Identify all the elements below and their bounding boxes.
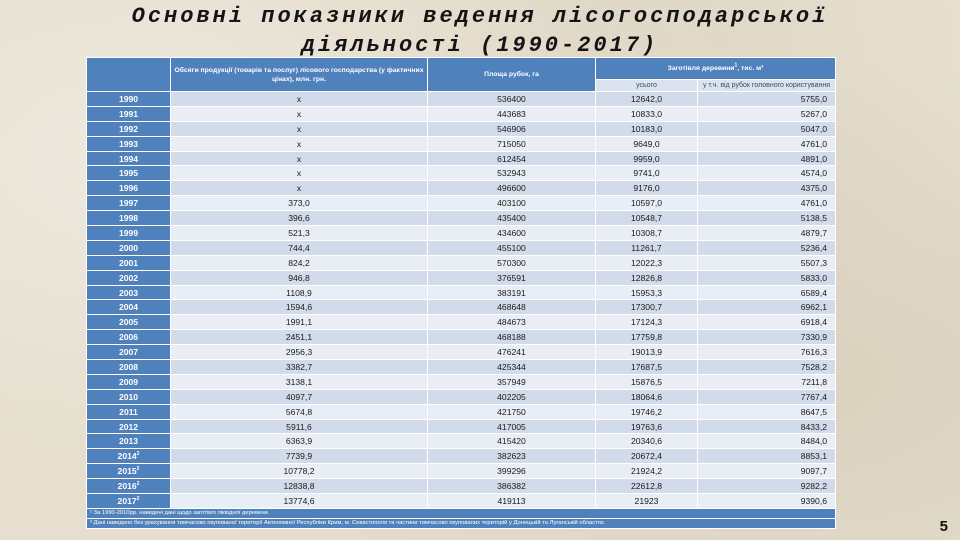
- harvest-main-cell: 5833,0: [698, 270, 836, 285]
- harvest-total-cell: 10833,0: [596, 106, 698, 121]
- harvest-main-cell: 9282,2: [698, 479, 836, 494]
- cutting-area-cell: 415420: [428, 434, 596, 449]
- header-cutting-area: Площа рубок, га: [428, 58, 596, 92]
- harvest-main-cell: 7330,9: [698, 330, 836, 345]
- harvest-main-cell: 8853,1: [698, 449, 836, 464]
- year-label: 2000: [118, 242, 139, 253]
- year-label: 2005: [118, 317, 139, 328]
- table-row: [87, 92, 836, 107]
- output-cell: 744,4: [171, 240, 428, 255]
- harvest-main-cell: 4761,0: [698, 136, 836, 151]
- cutting-area-cell: 455100: [428, 240, 596, 255]
- harvest-total-cell: 19013,9: [596, 345, 698, 360]
- year-cell: [87, 449, 171, 464]
- year-label: 2002: [118, 272, 139, 283]
- table-row: [87, 419, 836, 434]
- year-cell: [87, 270, 171, 285]
- year-cell: [87, 345, 171, 360]
- year-label: 2012: [118, 421, 139, 432]
- year-cell: [87, 330, 171, 345]
- table-row: [87, 404, 836, 419]
- harvest-main-cell: 5267,0: [698, 106, 836, 121]
- harvest-main-cell: 9390,6: [698, 494, 836, 509]
- output-cell: 3138,1: [171, 374, 428, 389]
- forestry-indicators-table-container: [86, 57, 835, 529]
- harvest-main-cell: 4891,0: [698, 151, 836, 166]
- year-footnote-mark: 2: [136, 466, 140, 473]
- cutting-area-cell: 421750: [428, 404, 596, 419]
- cutting-area-cell: 715050: [428, 136, 596, 151]
- cutting-area-cell: 357949: [428, 374, 596, 389]
- harvest-total-cell: 19763,6: [596, 419, 698, 434]
- output-cell: 5674,8: [171, 404, 428, 419]
- output-cell: 824,2: [171, 255, 428, 270]
- year-label: 2016: [117, 481, 137, 492]
- table-row: [87, 285, 836, 300]
- header-timber-harvest-unit: , тис. м³: [737, 65, 764, 72]
- output-cell: 373,0: [171, 196, 428, 211]
- output-cell: x: [171, 166, 428, 181]
- year-cell: [87, 374, 171, 389]
- cutting-area-cell: 435400: [428, 211, 596, 226]
- harvest-total-cell: 20340,6: [596, 434, 698, 449]
- year-cell: [87, 434, 171, 449]
- year-cell: [87, 166, 171, 181]
- harvest-total-cell: 21924,2: [596, 464, 698, 479]
- table-row: [87, 196, 836, 211]
- harvest-total-cell: 17687,5: [596, 360, 698, 375]
- harvest-main-cell: 7211,8: [698, 374, 836, 389]
- header-output: Обсяги продукції (товарів та послуг) лісового господарства (у фактичних цінах), млн. грн.: [171, 58, 428, 92]
- year-label: 2006: [118, 332, 139, 343]
- output-cell: 396,6: [171, 211, 428, 226]
- year-cell: [87, 404, 171, 419]
- year-cell: [87, 389, 171, 404]
- forestry-indicators-table: [86, 57, 836, 529]
- cutting-area-cell: 403100: [428, 196, 596, 211]
- table-row: [87, 374, 836, 389]
- harvest-total-cell: 17300,7: [596, 300, 698, 315]
- table-row: [87, 315, 836, 330]
- harvest-main-cell: 4574,0: [698, 166, 836, 181]
- year-cell: [87, 494, 171, 509]
- table-row: [87, 479, 836, 494]
- harvest-main-cell: 7528,2: [698, 360, 836, 375]
- table-row: [87, 151, 836, 166]
- year-cell: [87, 360, 171, 375]
- harvest-total-cell: 12642,0: [596, 92, 698, 107]
- year-cell: [87, 106, 171, 121]
- page-number: 5: [939, 518, 948, 535]
- year-label: 1994: [118, 153, 139, 164]
- table-body: [87, 92, 836, 529]
- footnote-row: [87, 518, 836, 528]
- harvest-total-cell: 10548,7: [596, 211, 698, 226]
- cutting-area-cell: 419113: [428, 494, 596, 509]
- year-cell: [87, 464, 171, 479]
- table-row: [87, 389, 836, 404]
- harvest-total-cell: 10308,7: [596, 226, 698, 241]
- header-year-corner: [87, 58, 171, 92]
- output-cell: 3382,7: [171, 360, 428, 375]
- harvest-total-cell: 15876,5: [596, 374, 698, 389]
- title-line-1: Основні показники ведення лісогосподарської: [131, 4, 829, 29]
- cutting-area-cell: 496600: [428, 181, 596, 196]
- harvest-total-cell: 15953,3: [596, 285, 698, 300]
- header-timber-harvest-sup: 1: [734, 62, 738, 69]
- year-cell: [87, 240, 171, 255]
- cutting-area-cell: 399296: [428, 464, 596, 479]
- output-cell: x: [171, 121, 428, 136]
- header-main-use: у т.ч. від рубок головного користування: [698, 80, 836, 92]
- harvest-main-cell: 5755,0: [698, 92, 836, 107]
- output-cell: x: [171, 106, 428, 121]
- year-label: 2010: [118, 391, 139, 402]
- harvest-main-cell: 7767,4: [698, 389, 836, 404]
- year-label: 2017: [117, 495, 137, 506]
- table-row: [87, 464, 836, 479]
- output-cell: 13774,6: [171, 494, 428, 509]
- year-label: 2009: [118, 376, 139, 387]
- output-cell: 10778,2: [171, 464, 428, 479]
- harvest-main-cell: 4375,0: [698, 181, 836, 196]
- output-cell: x: [171, 151, 428, 166]
- year-cell: [87, 196, 171, 211]
- year-footnote-mark: 2: [136, 496, 140, 503]
- harvest-main-cell: 5138,5: [698, 211, 836, 226]
- cutting-area-cell: 443683: [428, 106, 596, 121]
- harvest-total-cell: 20672,4: [596, 449, 698, 464]
- year-footnote-mark: 2: [136, 481, 140, 488]
- output-cell: 1108,9: [171, 285, 428, 300]
- output-cell: 7739,9: [171, 449, 428, 464]
- output-cell: 6363,9: [171, 434, 428, 449]
- output-cell: 5911,6: [171, 419, 428, 434]
- cutting-area-cell: 546906: [428, 121, 596, 136]
- slide-title: [0, 0, 960, 60]
- harvest-total-cell: 9959,0: [596, 151, 698, 166]
- output-cell: x: [171, 181, 428, 196]
- table-row: [87, 136, 836, 151]
- year-label: 2011: [119, 406, 138, 417]
- harvest-total-cell: 17124,3: [596, 315, 698, 330]
- output-cell: 521,3: [171, 226, 428, 241]
- table-row: [87, 106, 836, 121]
- year-label: 1999: [118, 227, 139, 238]
- harvest-main-cell: 5047,0: [698, 121, 836, 136]
- table-row: [87, 226, 836, 241]
- harvest-main-cell: 7616,3: [698, 345, 836, 360]
- harvest-total-cell: 12826,8: [596, 270, 698, 285]
- table-row: [87, 240, 836, 255]
- year-label: 2013: [118, 436, 139, 447]
- harvest-total-cell: 10183,0: [596, 121, 698, 136]
- table-row: [87, 255, 836, 270]
- harvest-main-cell: 6962,1: [698, 300, 836, 315]
- year-cell: [87, 226, 171, 241]
- year-label: 1995: [118, 168, 139, 179]
- cutting-area-cell: 376591: [428, 270, 596, 285]
- harvest-main-cell: 6589,4: [698, 285, 836, 300]
- table-row: [87, 211, 836, 226]
- output-cell: 12838,8: [171, 479, 428, 494]
- header-total: усього: [596, 80, 698, 92]
- harvest-total-cell: 12022,3: [596, 255, 698, 270]
- harvest-main-cell: 9097,7: [698, 464, 836, 479]
- table-row: [87, 181, 836, 196]
- year-label: 1991: [118, 108, 139, 119]
- cutting-area-cell: 382623: [428, 449, 596, 464]
- cutting-area-cell: 484673: [428, 315, 596, 330]
- harvest-total-cell: 9176,0: [596, 181, 698, 196]
- harvest-total-cell: 10597,0: [596, 196, 698, 211]
- year-label: 1993: [118, 138, 139, 149]
- harvest-total-cell: 11261,7: [596, 240, 698, 255]
- year-label: 1997: [118, 198, 139, 209]
- harvest-total-cell: 18064,6: [596, 389, 698, 404]
- year-label: 2007: [118, 347, 139, 358]
- footnote-text: ² Дані наведено без урахування тимчасово окупованої території Автономної Республіки Крим, м. Севастополя та частини тимчасово окупованих територій у Донецькій та Луганській областях.: [87, 518, 836, 528]
- cutting-area-cell: 468648: [428, 300, 596, 315]
- year-cell: [87, 181, 171, 196]
- output-cell: 2956,3: [171, 345, 428, 360]
- year-label: 2015: [117, 466, 137, 477]
- harvest-total-cell: 9741,0: [596, 166, 698, 181]
- year-label: 1992: [118, 123, 139, 134]
- output-cell: 2451,1: [171, 330, 428, 345]
- year-label: 2004: [118, 302, 139, 313]
- table-row: [87, 270, 836, 285]
- year-cell: [87, 315, 171, 330]
- year-cell: [87, 479, 171, 494]
- year-cell: [87, 211, 171, 226]
- year-label: 1996: [118, 183, 139, 194]
- table-row: [87, 360, 836, 375]
- output-cell: 946,8: [171, 270, 428, 285]
- year-cell: [87, 419, 171, 434]
- year-label: 2001: [118, 257, 139, 268]
- year-footnote-mark: 2: [136, 451, 140, 458]
- harvest-main-cell: 8647,5: [698, 404, 836, 419]
- year-label: 2014: [117, 451, 137, 462]
- output-cell: 1991,1: [171, 315, 428, 330]
- year-cell: [87, 92, 171, 107]
- table-row: [87, 345, 836, 360]
- harvest-main-cell: 8433,2: [698, 419, 836, 434]
- table-row: [87, 434, 836, 449]
- year-cell: [87, 136, 171, 151]
- harvest-main-cell: 8484,0: [698, 434, 836, 449]
- harvest-main-cell: 4879,7: [698, 226, 836, 241]
- output-cell: 1594,6: [171, 300, 428, 315]
- table-row: [87, 166, 836, 181]
- cutting-area-cell: 476241: [428, 345, 596, 360]
- year-cell: [87, 285, 171, 300]
- harvest-main-cell: 5236,4: [698, 240, 836, 255]
- table-row: [87, 121, 836, 136]
- table-row: [87, 494, 836, 509]
- header-timber-harvest-label: Заготівля деревини: [667, 65, 735, 72]
- harvest-main-cell: 5507,3: [698, 255, 836, 270]
- table-row: [87, 300, 836, 315]
- cutting-area-cell: 570300: [428, 255, 596, 270]
- footnote-text: ¹ За 1990-2010рр. наведені дані щодо заготівлі ліквідної деревини.: [87, 508, 836, 518]
- harvest-total-cell: 19746,2: [596, 404, 698, 419]
- footnote-row: [87, 508, 836, 518]
- output-cell: 4097,7: [171, 389, 428, 404]
- title-line-2: діяльності (1990-2017): [301, 33, 659, 58]
- year-cell: [87, 255, 171, 270]
- year-label: 2003: [118, 287, 139, 298]
- year-cell: [87, 121, 171, 136]
- harvest-total-cell: 9649,0: [596, 136, 698, 151]
- year-label: 1990: [118, 93, 139, 104]
- harvest-total-cell: 21923: [596, 494, 698, 509]
- cutting-area-cell: 386382: [428, 479, 596, 494]
- cutting-area-cell: 417005: [428, 419, 596, 434]
- cutting-area-cell: 402205: [428, 389, 596, 404]
- cutting-area-cell: 383191: [428, 285, 596, 300]
- cutting-area-cell: 536400: [428, 92, 596, 107]
- year-cell: [87, 300, 171, 315]
- cutting-area-cell: 532943: [428, 166, 596, 181]
- table-row: [87, 449, 836, 464]
- harvest-total-cell: 17759,8: [596, 330, 698, 345]
- harvest-main-cell: 6918,4: [698, 315, 836, 330]
- header-timber-harvest: [596, 58, 836, 80]
- year-label: 2008: [118, 361, 139, 372]
- year-cell: [87, 151, 171, 166]
- harvest-total-cell: 22612,8: [596, 479, 698, 494]
- output-cell: x: [171, 136, 428, 151]
- cutting-area-cell: 434600: [428, 226, 596, 241]
- year-label: 1998: [118, 213, 139, 224]
- table-row: [87, 330, 836, 345]
- cutting-area-cell: 612454: [428, 151, 596, 166]
- harvest-main-cell: 4761,0: [698, 196, 836, 211]
- cutting-area-cell: 468188: [428, 330, 596, 345]
- output-cell: x: [171, 92, 428, 107]
- cutting-area-cell: 425344: [428, 360, 596, 375]
